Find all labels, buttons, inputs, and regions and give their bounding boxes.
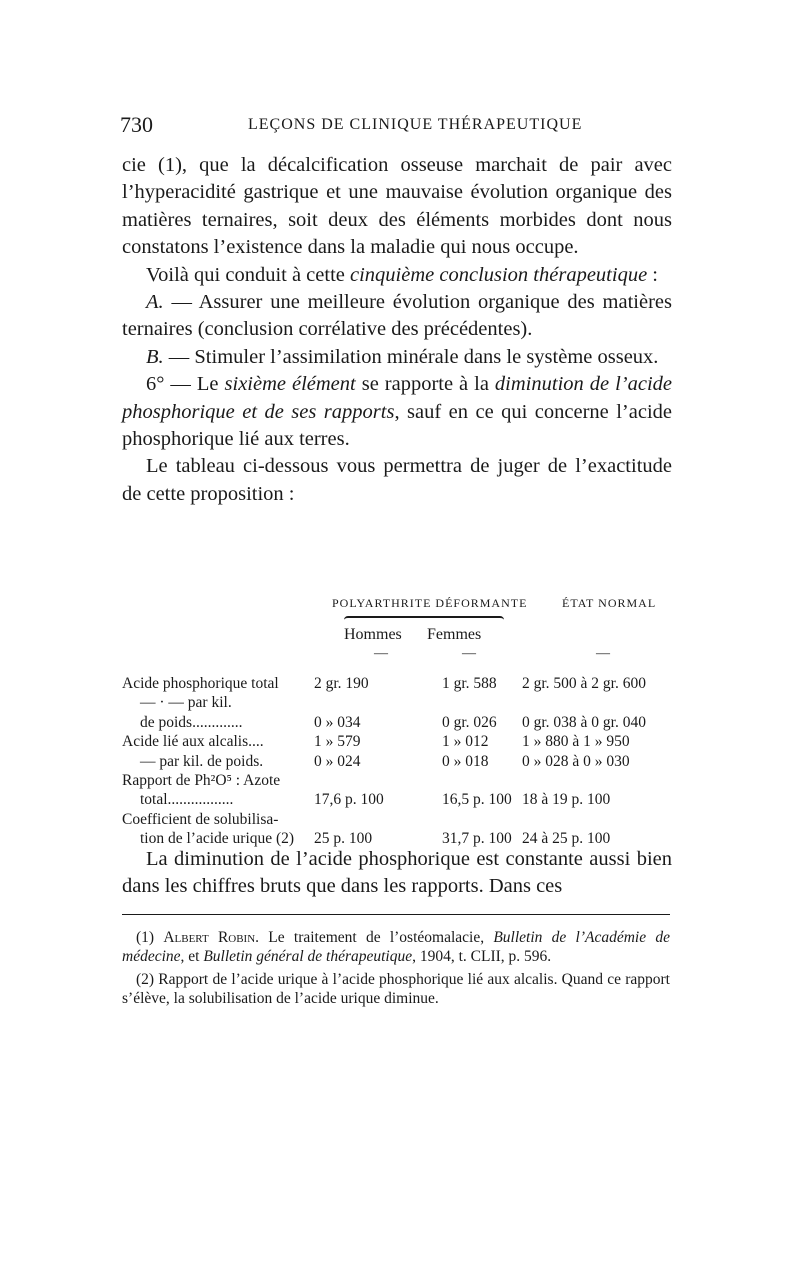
list-letter: B. xyxy=(146,345,164,368)
footnote-rule xyxy=(122,914,670,915)
cell-hommes: 25 p. 100 xyxy=(314,830,373,848)
footnote-1 xyxy=(122,928,670,966)
row-label: total................. xyxy=(140,791,234,809)
cell-femmes: 0 » 018 xyxy=(442,752,489,770)
italic-run: Bulletin général de thérapeutique xyxy=(203,948,413,965)
paragraph-7: La diminution de l’acide phosphorique est constante aussi bien dans les chiffres bruts que dans les rapports. Dans ces xyxy=(122,848,672,898)
cell-hommes: 17,6 p. 100 xyxy=(314,791,384,809)
cell-hommes: 0 » 024 xyxy=(314,752,361,770)
text-run: — Assurer une meilleure évolution organique des matières ternaires (conclusion corrélative des précédentes). xyxy=(122,291,672,341)
paragraph-2 xyxy=(122,262,672,289)
dash-hommes: — xyxy=(374,646,388,661)
cell-femmes: 31,7 p. 100 xyxy=(442,830,512,848)
italic-run: cinquième conclusion thérapeutique xyxy=(350,263,648,286)
italic-run: diminution de l’acide phosphorique et de ses rapports xyxy=(122,373,672,423)
body-text xyxy=(122,152,672,508)
dash-femmes: — xyxy=(462,646,476,661)
table-row xyxy=(122,732,682,751)
text-run: : xyxy=(647,263,658,286)
cell-femmes: 0 gr. 026 xyxy=(442,713,497,731)
row-label: Coefficient de solubilisa- xyxy=(122,810,279,828)
text-run: , 1904, t. CLII, p. 596. xyxy=(412,948,552,965)
cell-femmes: 1 gr. 588 xyxy=(442,675,497,692)
table-row xyxy=(122,790,682,809)
row-label: Rapport de Ph²O⁵ : Azote xyxy=(122,771,281,789)
text-run: . Le traitement de l’ostéomalacie, xyxy=(255,929,494,946)
cell-hommes: 0 » 034 xyxy=(314,713,361,731)
table-row xyxy=(122,693,682,712)
footnote-author: Albert Robin xyxy=(163,929,256,946)
page-number: 730 xyxy=(120,112,153,137)
text-run: , et xyxy=(180,948,204,965)
group-header-etat-normal: ÉTAT NORMAL xyxy=(562,596,657,610)
text-run: 6° — Le xyxy=(146,373,225,396)
footnotes xyxy=(122,928,670,1012)
table-row xyxy=(122,771,682,790)
dash-normal: — xyxy=(596,646,610,661)
paragraph-6: Le tableau ci-dessous vous permettra de juger de l’exactitude de cette proposition : xyxy=(122,455,672,505)
cell-normal: 24 à 25 p. 100 xyxy=(522,830,611,848)
cell-normal: 0 » 028 à 0 » 030 xyxy=(522,752,630,770)
paragraph-3 xyxy=(122,289,672,344)
text-run: Voilà qui conduit à cette xyxy=(146,263,350,286)
text-run: — Stimuler l’assimilation minérale dans le système osseux. xyxy=(163,345,659,368)
cell-femmes: 16,5 p. 100 xyxy=(442,791,512,809)
cell-normal: 2 gr. 500 à 2 gr. 600 xyxy=(522,675,646,692)
body-text-continued xyxy=(122,846,672,901)
paragraph-1: cie (1), que la décalcification osseuse marchait de pair avec l’hyperacidité gastrique et une mauvaise évolution organique des matières ternaires, soit deux des éléments morbides dont nous constatons l’existence dans la maladie qui nous occupe. xyxy=(122,154,672,259)
cell-normal: 18 à 19 p. 100 xyxy=(522,791,611,809)
cell-normal: 1 » 880 à 1 » 950 xyxy=(522,733,630,751)
footnote-number: (1) xyxy=(136,929,164,946)
row-label: — par kil. de poids. xyxy=(140,752,264,770)
page-header xyxy=(120,112,672,142)
table-row xyxy=(122,810,682,829)
italic-run: Bulletin de l’Académie de médecine xyxy=(122,929,670,965)
cell-femmes: 1 » 012 xyxy=(442,733,489,751)
cell-hommes: 2 gr. 190 xyxy=(314,675,369,692)
paragraph-5 xyxy=(122,371,672,453)
row-label: tion de l’acide urique (2) xyxy=(140,830,295,848)
table-row xyxy=(122,713,682,732)
text-run: , sauf en ce qui concerne l’acide phosphorique lié aux terres. xyxy=(122,400,673,451)
table-body xyxy=(122,674,682,849)
group-header-polyarthrite: POLYARTHRITE DÉFORMANTE xyxy=(332,596,528,610)
running-head: LEÇONS DE CLINIQUE THÉRAPEUTIQUE xyxy=(248,116,583,133)
row-label: Acide phosphorique total xyxy=(122,675,279,692)
text-run: se rapporte à la xyxy=(355,373,495,396)
list-letter: A. xyxy=(146,291,164,314)
brace-line xyxy=(344,616,504,624)
paragraph-4 xyxy=(122,344,672,371)
row-label: — · — par kil. xyxy=(140,694,232,712)
column-header-hommes: Hommes xyxy=(344,626,402,643)
table-row xyxy=(122,674,682,693)
row-label: de poids............. xyxy=(140,713,243,731)
cell-normal: 0 gr. 038 à 0 gr. 040 xyxy=(522,713,646,731)
row-label: Acide lié aux alcalis.... xyxy=(122,733,264,751)
table-row xyxy=(122,752,682,771)
italic-run: sixième élément xyxy=(224,373,356,396)
footnote-2: (2) Rapport de l’acide urique à l’acide phosphorique lié aux alcalis. Quand ce rapport s’élève, la solubilisation de l’acide urique diminue. xyxy=(122,971,670,1007)
column-header-femmes: Femmes xyxy=(427,626,482,643)
cell-hommes: 1 » 579 xyxy=(314,733,361,751)
